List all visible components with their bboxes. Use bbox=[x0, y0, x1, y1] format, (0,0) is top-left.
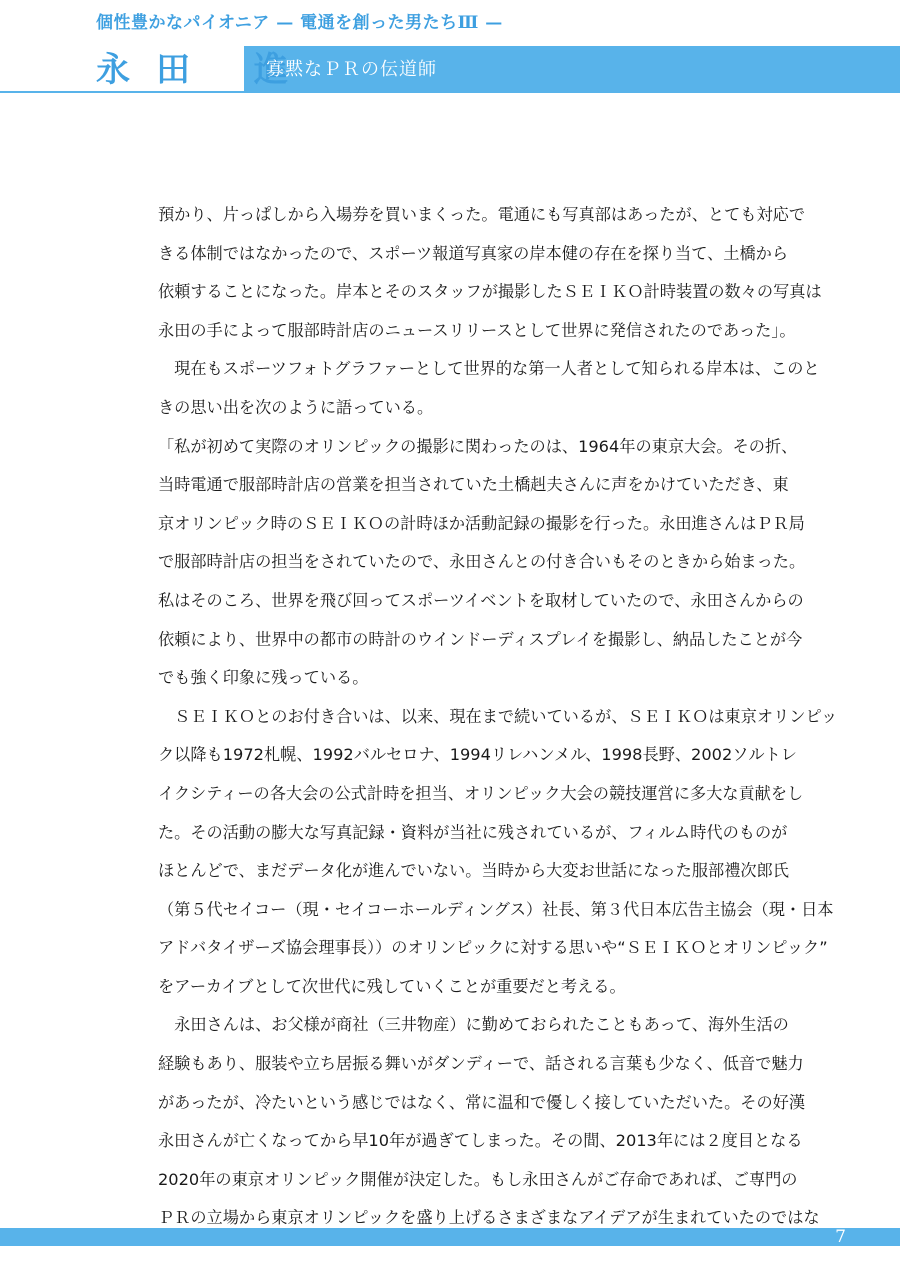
article-body bbox=[158, 196, 838, 1238]
article-subtitle: 寡黙なＰＲの伝道師 bbox=[266, 59, 437, 80]
body-line: きる体制ではなかったので、スポーツ報道写真家の岸本健の存在を探り当て、土橋から bbox=[158, 243, 789, 263]
body-line: 当時電通で服部時計店の営業を担当されていた土橋赳夫さんに声をかけていただき、東 bbox=[158, 475, 789, 495]
body-line: をアーカイブとして次世代に残していくことが重要だと考える。 bbox=[158, 976, 626, 996]
body-line: た。その活動の膨大な写真記録・資料が当社に残されているが、フィルム時代のものが bbox=[158, 822, 788, 842]
body-line: ク以降も1972札幌、1992バルセロナ、1994リレハンメル、1998長野、2002ソルトレ bbox=[158, 745, 797, 765]
page-number: 7 bbox=[835, 1227, 846, 1247]
body-line: 永田の手によって服部時計店のニュースリリースとして世界に発信されたのであった」。 bbox=[158, 320, 796, 340]
body-line: きの思い出を次のように語っている。 bbox=[158, 397, 434, 417]
footer-bar bbox=[0, 1228, 900, 1246]
body-line: 2020年の東京オリンピック開催が決定した。もし永田さんがご存命であれば、ご専門の bbox=[158, 1169, 798, 1189]
series-title: 個性豊かなパイオニア — 電通を創った男たちⅢ — bbox=[96, 13, 503, 33]
body-line: アドバタイザーズ協会理事長））のオリンピックに対する思いや“ＳＥＩＫＯとオリンピック” bbox=[158, 938, 828, 958]
body-line: でも強く印象に残っている。 bbox=[158, 668, 369, 688]
body-line: 永田さんが亡くなってから早10年が過ぎてしまった。その間、2013年には２度目となる bbox=[158, 1131, 803, 1151]
body-line: ＳＥＩＫＯとのお付き合いは、以来、現在まで続いているが、ＳＥＩＫＯは東京オリンピッ bbox=[158, 706, 838, 726]
body-line: 私はそのころ、世界を飛び回ってスポーツイベントを取材していたので、永田さんからの bbox=[158, 590, 804, 610]
body-line: 京オリンピック時のＳＥＩＫＯの計時ほか活動記録の撮影を行った。永田進さんはＰＲ局 bbox=[158, 513, 805, 533]
body-line: 永田さんは、お父様が商社（三井物産）に勤めておられたこともあって、海外生活の bbox=[158, 1015, 789, 1035]
body-line: 依頼により、世界中の都市の時計のウインドーディスプレイを撮影し、納品したことが今 bbox=[158, 629, 803, 649]
body-line: 依頼することになった。岸本とそのスタッフが撮影したＳＥＩＫＯ計時装置の数々の写真は bbox=[158, 282, 822, 302]
body-line: 「私が初めて実際のオリンピックの撮影に関わったのは、1964年の東京大会。その折、 bbox=[158, 436, 798, 456]
body-line: イクシティーの各大会の公式計時を担当、オリンピック大会の競技運営に多大な貢献をし bbox=[158, 783, 804, 803]
body-line: 現在もスポーツフォトグラファーとして世界的な第一人者として知られる岸本は、このと bbox=[158, 359, 820, 379]
body-line: （第５代セイコー（現・セイコーホールディングス）社長、第３代日本広告主協会（現・日本 bbox=[158, 899, 834, 919]
body-line: で服部時計店の担当をされていたので、永田さんとの付き合いもそのときから始まった。 bbox=[158, 552, 806, 572]
person-name: 永田 進 bbox=[96, 50, 314, 90]
body-line: ＰＲの立場から東京オリンピックを盛り上げるさまざまなアイデアが生まれていたのではな bbox=[158, 1208, 820, 1228]
body-line: ほとんどで、まだデータ化が進んでいない。当時から大変お世話になった服部禮次郎氏 bbox=[158, 861, 789, 881]
body-line: があったが、冷たいという感じではなく、常に温和で優しく接していただいた。その好漢 bbox=[158, 1092, 806, 1112]
body-line: 経験もあり、服装や立ち居振る舞いがダンディーで、話される言葉も少なく、低音で魅力 bbox=[158, 1054, 804, 1074]
body-line: 預かり、片っぱしから入場券を買いまくった。電通にも写真部はあったが、とても対応で bbox=[158, 205, 806, 224]
